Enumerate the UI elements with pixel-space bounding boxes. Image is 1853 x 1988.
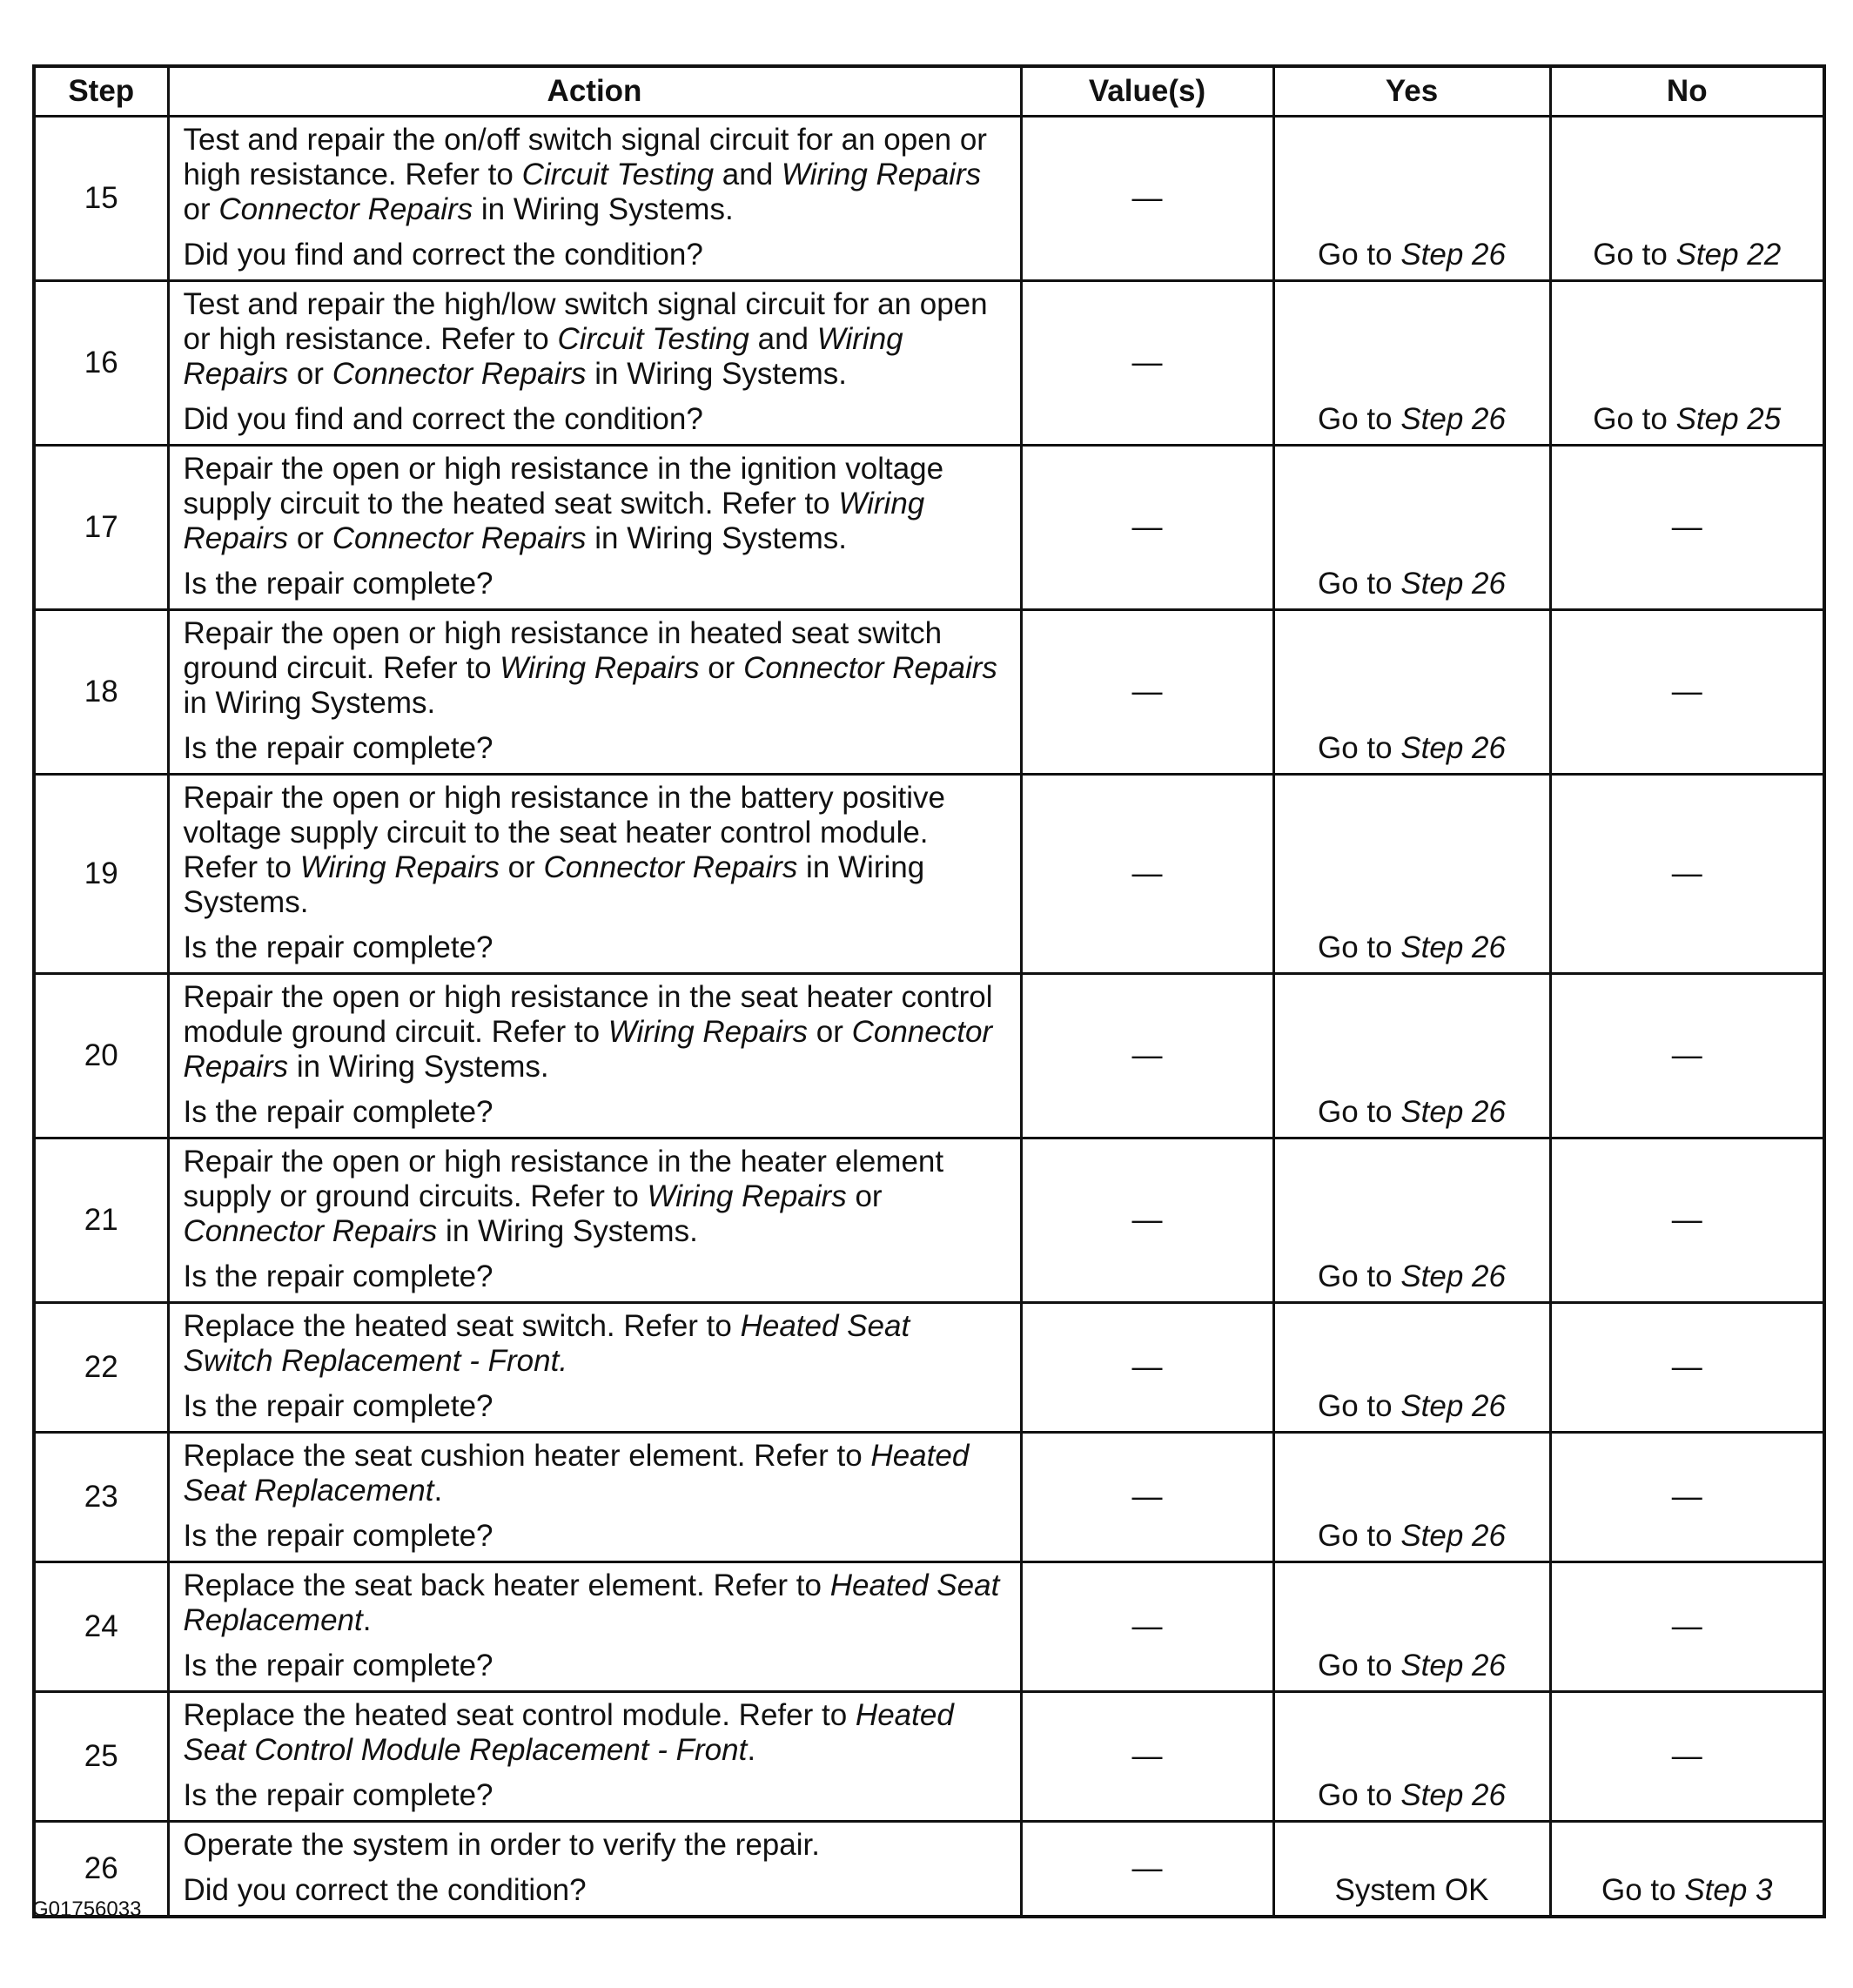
step-header: Step [34, 66, 168, 117]
value-cell [1021, 117, 1273, 281]
table-row [34, 775, 1824, 974]
action-question: Is the repair complete? [183, 1095, 493, 1129]
no-cell [1550, 281, 1824, 446]
step-number: 20 [34, 974, 168, 1138]
italic-reference: Step 26 [1400, 1778, 1506, 1812]
step-number: 16 [34, 281, 168, 446]
italic-reference: Step 22 [1675, 238, 1782, 272]
value-cell [1021, 1433, 1273, 1562]
italic-reference: Step 3 [1684, 1873, 1773, 1907]
text-run: Go to [1318, 567, 1401, 601]
no-cell [1550, 117, 1824, 281]
text-run: — [1671, 1739, 1702, 1773]
no-cell [1550, 1562, 1824, 1692]
action-question: Is the repair complete? [183, 567, 493, 601]
action-question: Is the repair complete? [183, 1778, 493, 1812]
action-description [184, 287, 1008, 392]
value-cell [1021, 610, 1273, 775]
step-number: 17 [34, 446, 168, 610]
text-run: Test and repair the on/off switch signal circuit for an open or high resistance. Refer to [183, 123, 987, 191]
value-cell [1021, 1138, 1273, 1303]
text-run: Replace the heated seat switch. Refer to [183, 1309, 741, 1343]
value-dash: — [1131, 1038, 1163, 1072]
text-run: Go to [1593, 238, 1676, 272]
value-cell [1021, 1822, 1273, 1917]
text-run: — [1671, 675, 1702, 709]
text-run: or [288, 521, 332, 555]
action-question: Did you correct the condition? [183, 1873, 587, 1907]
table-row [34, 1433, 1824, 1562]
italic-reference: Wiring Repairs [500, 651, 700, 685]
text-run: Go to [1318, 1778, 1401, 1812]
text-run: Go to [1318, 1389, 1401, 1423]
italic-reference: Step 26 [1400, 238, 1506, 272]
table-row [34, 1822, 1824, 1917]
action-cell [168, 446, 1021, 610]
yes-cell [1273, 446, 1550, 610]
text-run: Test and repair the high/low switch signal circuit for an open or high resistance. Refer to [183, 287, 988, 356]
text-run: in Wiring Systems. [586, 521, 847, 555]
text-run: or [183, 192, 219, 226]
no-cell [1550, 1303, 1824, 1433]
action-description [184, 1439, 1008, 1508]
italic-reference: Wiring Repairs [299, 850, 500, 884]
text-run: Go to [1601, 1873, 1685, 1907]
italic-reference: Connector Repairs [218, 192, 473, 226]
text-run: Replace the heated seat control module. Refer to [183, 1698, 856, 1732]
text-run: — [1671, 1203, 1702, 1237]
action-description [184, 1145, 1008, 1249]
text-run: — [1671, 1480, 1702, 1514]
action-cell [168, 1303, 1021, 1433]
text-run: . [433, 1474, 443, 1508]
text-run: in Wiring Systems. [586, 357, 847, 391]
action-question: Is the repair complete? [183, 1649, 493, 1682]
step-number: 21 [34, 1138, 168, 1303]
yes-cell [1273, 610, 1550, 775]
text-run: Go to [1318, 238, 1401, 272]
action-question: Is the repair complete? [183, 1389, 493, 1423]
text-run: Go to [1318, 402, 1401, 436]
text-run: — [1671, 510, 1702, 544]
italic-reference: Step 26 [1400, 1519, 1506, 1553]
action-description [184, 1698, 1008, 1768]
action-cell [168, 610, 1021, 775]
step-number: 15 [34, 117, 168, 281]
action-cell [168, 117, 1021, 281]
no-cell [1550, 1822, 1824, 1917]
action-cell [168, 1822, 1021, 1917]
action-question: Is the repair complete? [183, 1259, 493, 1293]
text-run: in Wiring Systems. [183, 686, 436, 720]
text-run: Operate the system in order to verify the repair. [183, 1828, 820, 1862]
value-dash: — [1131, 1739, 1163, 1773]
italic-reference: Step 25 [1675, 402, 1782, 436]
text-run: System OK [1334, 1873, 1489, 1907]
italic-reference: Connector Repairs [183, 1214, 438, 1248]
no-cell [1550, 1433, 1824, 1562]
italic-reference: Circuit Testing [557, 322, 749, 356]
no-cell [1550, 1138, 1824, 1303]
italic-reference: Circuit Testing [521, 158, 715, 191]
action-cell [168, 974, 1021, 1138]
italic-reference: Heated Seat Replacement [183, 1439, 970, 1508]
action-question: Is the repair complete? [183, 930, 493, 964]
italic-reference: Wiring Repairs [781, 158, 982, 191]
action-description [184, 1309, 1008, 1379]
text-run: or [808, 1015, 852, 1049]
italic-reference: Step 26 [1400, 731, 1506, 765]
text-run: . [362, 1603, 372, 1637]
italic-reference: Connector Repairs [332, 357, 587, 391]
action-description [184, 1568, 1008, 1638]
step-number: 22 [34, 1303, 168, 1433]
step-number: 18 [34, 610, 168, 775]
step-number: 19 [34, 775, 168, 974]
table-row [34, 1303, 1824, 1433]
text-run: and [714, 158, 782, 191]
value-cell [1021, 446, 1273, 610]
italic-reference: Step 26 [1400, 1259, 1506, 1293]
italic-reference: Step 26 [1400, 1649, 1506, 1682]
italic-reference: Heated Seat Switch Replacement - Front. [183, 1309, 910, 1378]
value-dash: — [1131, 1480, 1163, 1514]
value-cell [1021, 974, 1273, 1138]
value-dash: — [1131, 856, 1163, 890]
yes-header: Yes [1273, 66, 1550, 117]
value-cell [1021, 775, 1273, 974]
value-dash: — [1131, 346, 1163, 379]
table-row [34, 281, 1824, 446]
italic-reference: Connector Repairs [332, 521, 587, 555]
action-question: Did you find and correct the condition? [183, 402, 703, 436]
text-run: — [1671, 1609, 1702, 1643]
value-cell [1021, 281, 1273, 446]
no-cell [1550, 775, 1824, 974]
italic-reference: Wiring Repairs [183, 487, 925, 555]
italic-reference: Heated Seat Replacement [183, 1568, 1000, 1637]
value-dash: — [1131, 181, 1163, 215]
yes-cell [1273, 281, 1550, 446]
italic-reference: Heated Seat Control Module Replacement - Front [183, 1698, 954, 1767]
table-row [34, 446, 1824, 610]
yes-cell [1273, 1562, 1550, 1692]
text-run: Go to [1318, 1649, 1401, 1682]
step-number: 26 [34, 1822, 168, 1917]
yes-cell [1273, 775, 1550, 974]
yes-cell [1273, 117, 1550, 281]
text-run: Repair the open or high resistance in heated seat switch ground circuit. Refer to [183, 616, 943, 685]
value-cell [1021, 1562, 1273, 1692]
italic-reference: Connector Repairs [183, 1015, 993, 1084]
table-row [34, 1138, 1824, 1303]
italic-reference: Step 26 [1400, 1095, 1506, 1129]
value-cell [1021, 1692, 1273, 1822]
value-cell [1021, 1303, 1273, 1433]
text-run: Go to [1318, 1519, 1401, 1553]
text-run: in Wiring Systems. [473, 192, 734, 226]
italic-reference: Connector Repairs [543, 850, 798, 884]
action-cell [168, 281, 1021, 446]
table-body [34, 117, 1824, 1917]
text-run: or [499, 850, 544, 884]
action-description [184, 452, 1008, 556]
action-cell [168, 1562, 1021, 1692]
text-run: or [699, 651, 744, 685]
action-description [184, 781, 1008, 920]
no-cell [1550, 610, 1824, 775]
value-dash: — [1131, 1203, 1163, 1237]
no-cell [1550, 446, 1824, 610]
text-run: — [1671, 1350, 1702, 1384]
step-number: 23 [34, 1433, 168, 1562]
text-run: or [846, 1179, 883, 1213]
action-cell [168, 1692, 1021, 1822]
italic-reference: Step 26 [1400, 930, 1506, 964]
action-description [184, 123, 1008, 227]
action-description [184, 616, 1008, 721]
value-dash: — [1131, 1851, 1163, 1885]
value-dash: — [1131, 1350, 1163, 1384]
table-row [34, 1562, 1824, 1692]
italic-reference: Step 26 [1400, 1389, 1506, 1423]
diagnostic-table [32, 64, 1826, 1918]
action-description [184, 980, 1008, 1085]
yes-cell [1273, 1822, 1550, 1917]
yes-cell [1273, 974, 1550, 1138]
action-cell [168, 1138, 1021, 1303]
text-run: . [747, 1733, 756, 1767]
values-header: Value(s) [1021, 66, 1273, 117]
action-question: Is the repair complete? [183, 731, 493, 765]
table-row [34, 610, 1824, 775]
yes-cell [1273, 1692, 1550, 1822]
value-dash: — [1131, 1609, 1163, 1643]
table-row [34, 974, 1824, 1138]
text-run: in Wiring Systems. [183, 850, 925, 919]
italic-reference: Wiring Repairs [608, 1015, 808, 1049]
text-run: Replace the seat cushion heater element. Refer to [183, 1439, 871, 1473]
text-run: or [288, 357, 332, 391]
action-cell [168, 775, 1021, 974]
action-question: Did you find and correct the condition? [183, 238, 703, 272]
italic-reference: Wiring Repairs [647, 1179, 847, 1213]
text-run: in Wiring Systems. [288, 1050, 549, 1084]
yes-cell [1273, 1303, 1550, 1433]
yes-cell [1273, 1433, 1550, 1562]
italic-reference: Connector Repairs [743, 651, 997, 685]
table-row [34, 1692, 1824, 1822]
action-header: Action [168, 66, 1021, 117]
yes-cell [1273, 1138, 1550, 1303]
text-run: and [749, 322, 817, 356]
italic-reference: Step 26 [1400, 402, 1506, 436]
text-run: in Wiring Systems. [437, 1214, 698, 1248]
text-run: Go to [1318, 1259, 1401, 1293]
no-cell [1550, 1692, 1824, 1822]
action-description [184, 1828, 1008, 1863]
text-run: Repair the open or high resistance in the ignition voltage supply circuit to the heated seat switch. Refer to [183, 452, 944, 521]
text-run: Go to [1318, 1095, 1401, 1129]
figure-id: G01756033 [32, 1897, 142, 1921]
text-run: Repair the open or high resistance in the heater element supply or ground circuits. Refer to [183, 1145, 944, 1213]
text-run: Replace the seat back heater element. Refer to [183, 1568, 830, 1602]
text-run: — [1671, 856, 1702, 890]
table-row [34, 117, 1824, 281]
text-run: Go to [1318, 930, 1401, 964]
text-run: Go to [1318, 731, 1401, 765]
text-run: Repair the open or high resistance in the battery positive voltage supply circuit to the seat heater control module. Refer to [183, 781, 946, 884]
no-cell [1550, 974, 1824, 1138]
value-dash: — [1131, 675, 1163, 709]
text-run: Repair the open or high resistance in the seat heater control module ground circuit. Refer to [183, 980, 993, 1049]
header-row [34, 66, 1824, 117]
italic-reference: Step 26 [1400, 567, 1506, 601]
text-run: Go to [1593, 402, 1676, 436]
value-dash: — [1131, 510, 1163, 544]
no-header: No [1550, 66, 1824, 117]
step-number: 25 [34, 1692, 168, 1822]
italic-reference: Wiring Repairs [183, 322, 903, 391]
action-question: Is the repair complete? [183, 1519, 493, 1553]
step-number: 24 [34, 1562, 168, 1692]
text-run: — [1671, 1038, 1702, 1072]
action-cell [168, 1433, 1021, 1562]
